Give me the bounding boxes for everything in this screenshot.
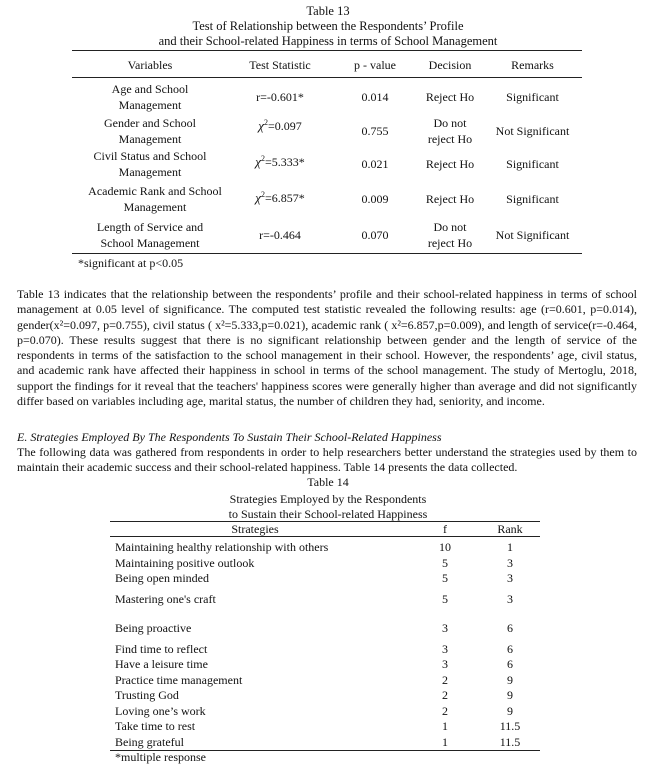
section-heading-e: E. Strategies Employed By The Respondents To Sustain Their School-Related Happiness <box>17 430 442 444</box>
table14-caption-number: Table 14 <box>307 475 349 489</box>
table14-header-rank: Rank <box>497 522 523 536</box>
table13-header-variables: Variables <box>127 58 173 72</box>
table13-row1-variable: Age and School Management <box>111 82 189 112</box>
table14-header-strategies: Strategies <box>231 522 279 536</box>
table13-row5-variable: Length of Service and School Management <box>96 220 204 250</box>
chi-square-symbol: χ <box>255 154 261 169</box>
table13-row3-remarks: Significant <box>506 157 559 171</box>
table14-rank-cell: 3 <box>507 556 513 570</box>
table13-footnote: *significant at p<0.05 <box>78 256 184 270</box>
table14-header-rule <box>110 536 540 537</box>
table14-strategy-cell: Maintaining positive outlook <box>115 556 255 570</box>
table14-strategy-cell: Being grateful <box>115 735 184 749</box>
table14-strategy-cell: Take time to rest <box>115 719 196 733</box>
table13-caption-title-2: and their School-related Happiness in terms of School Management <box>158 34 498 48</box>
table13-row2-decision: Do not reject Ho <box>427 116 473 146</box>
table13-header-remarks: Remarks <box>511 58 554 72</box>
chi-square-symbol: χ <box>258 118 264 133</box>
table14-strategy-cell: Mastering one's craft <box>115 592 216 606</box>
table14-frequency-cell: 1 <box>442 735 448 749</box>
table14-frequency-cell: 3 <box>442 657 448 671</box>
table14-strategy-cell: Find time to reflect <box>115 642 208 656</box>
table14-footnote: *multiple response <box>115 750 206 764</box>
table14-strategy-cell: Loving one’s work <box>115 704 206 718</box>
body-paragraph-table14: The following data was gathered from respondents in order to help researchers better understand the strategies used by them to maintain their academic success and their school-related happiness. Table 14 presents the data collected. <box>17 445 637 475</box>
table14-rank-cell: 3 <box>507 571 513 585</box>
table14-rank-cell: 6 <box>507 642 513 656</box>
table14-rank-cell: 11.5 <box>499 735 521 749</box>
table14-strategy-cell: Maintaining healthy relationship with others <box>115 540 329 554</box>
table14-frequency-cell: 10 <box>439 540 451 554</box>
table13-row1-p: 0.014 <box>361 90 389 104</box>
table13-row2-stat: $\chi^2=0.097$ <box>258 118 302 133</box>
table14-rank-cell: 6 <box>507 657 513 671</box>
table13-row2-variable: Gender and School Management <box>104 116 196 146</box>
table13-row1-decision: Reject Ho <box>425 90 475 104</box>
table14-strategy-cell: Practice time management <box>115 673 243 687</box>
table13-caption-number: Table 13 <box>306 4 350 18</box>
chi-square-symbol: χ <box>255 190 261 205</box>
table14-frequency-cell: 2 <box>442 688 448 702</box>
table13-row3-decision: Reject Ho <box>425 157 475 171</box>
table13-row3-p: 0.021 <box>361 157 389 171</box>
table13-row4-stat: $\chi^2=6.857*$ <box>255 190 305 205</box>
table13-row5-remarks: Not Significant <box>495 228 570 242</box>
table14-rank-cell: 9 <box>507 673 513 687</box>
table14-caption-title-1: Strategies Employed by the Respondents <box>229 492 427 506</box>
table14-rank-cell: 3 <box>507 592 513 606</box>
table13-row5-p: 0.070 <box>361 228 389 242</box>
table14-frequency-cell: 5 <box>442 571 448 585</box>
table13-header-decision: Decision <box>428 58 472 72</box>
table14-rank-cell: 1 <box>507 540 513 554</box>
table13-row5-decision: Do not reject Ho <box>427 220 473 250</box>
table14-header-f: f <box>443 522 447 536</box>
table13-row4-variable: Academic Rank and School Management <box>88 184 222 214</box>
table13-row4-p: 0.009 <box>361 192 389 206</box>
table13-row3-variable: Civil Status and School Management <box>93 149 207 179</box>
table14-frequency-cell: 1 <box>442 719 448 733</box>
table13-bottom-rule <box>72 253 582 254</box>
table13-row2-remarks: Not Significant <box>495 124 570 138</box>
table13-row4-remarks: Significant <box>506 192 559 206</box>
table14-frequency-cell: 3 <box>442 642 448 656</box>
table14-strategy-cell: Being open minded <box>115 571 209 585</box>
table14-caption-title-2: to Sustain their School-related Happiness <box>228 507 428 521</box>
table13-top-rule <box>72 50 582 51</box>
table13-row1-stat: r=-0.601* <box>256 90 304 104</box>
table14-rank-cell: 11.5 <box>499 719 521 733</box>
table14-rank-cell: 6 <box>507 621 513 635</box>
table14-frequency-cell: 5 <box>442 592 448 606</box>
table14-strategy-cell: Have a leisure time <box>115 657 208 671</box>
table14-strategy-cell: Trusting God <box>115 688 179 702</box>
table13-row2-p: 0.755 <box>361 124 389 138</box>
table14-rank-cell: 9 <box>507 688 513 702</box>
table13-row1-remarks: Significant <box>506 90 559 104</box>
table13-header-rule <box>72 77 582 78</box>
table14-frequency-cell: 2 <box>442 673 448 687</box>
table14-rank-cell: 9 <box>507 704 513 718</box>
table13-row4-decision: Reject Ho <box>425 192 475 206</box>
body-paragraph-table13: Table 13 indicates that the relationship between the respondents’ profile and their school-related happiness in terms of school management at 0.05 level of significance. The computed test statistic revealed the following results: age (r=0.601, p=0.014), gender(x²=0.097, p=0.755), civil status ( x²=5.333,p=0.021), academic rank ( x²=6.857,p=0.009), and length of service(r=-0.464, p=0.070). These results suggest that there is no significant relationship between gender and the length of service of the respondents in terms of the satisfaction to the school management in their school. However, the respondents’ age, civil status, and academic rank have affected their happiness in school in terms of the school management. The study of Mertoglu, 2018, support the findings for it reveal that the teachers' happiness scores were generally higher than average and did not significantly differ based on variables including age, marital status, the number of children they had, seniority, and income. <box>17 287 637 409</box>
table13-row3-stat: $\chi^2=5.333*$ <box>255 154 305 169</box>
table14-strategy-cell: Being proactive <box>115 621 192 635</box>
table14-frequency-cell: 5 <box>442 556 448 570</box>
table14-frequency-cell: 2 <box>442 704 448 718</box>
table13-header-test-statistic: Test Statistic <box>249 58 311 72</box>
table13-caption-title-1: Test of Relationship between the Respondents’ Profile <box>192 19 464 33</box>
table13-header-p-value: p - value <box>354 58 396 72</box>
table14-frequency-cell: 3 <box>442 621 448 635</box>
table13-row5-stat: r=-0.464 <box>259 228 301 242</box>
